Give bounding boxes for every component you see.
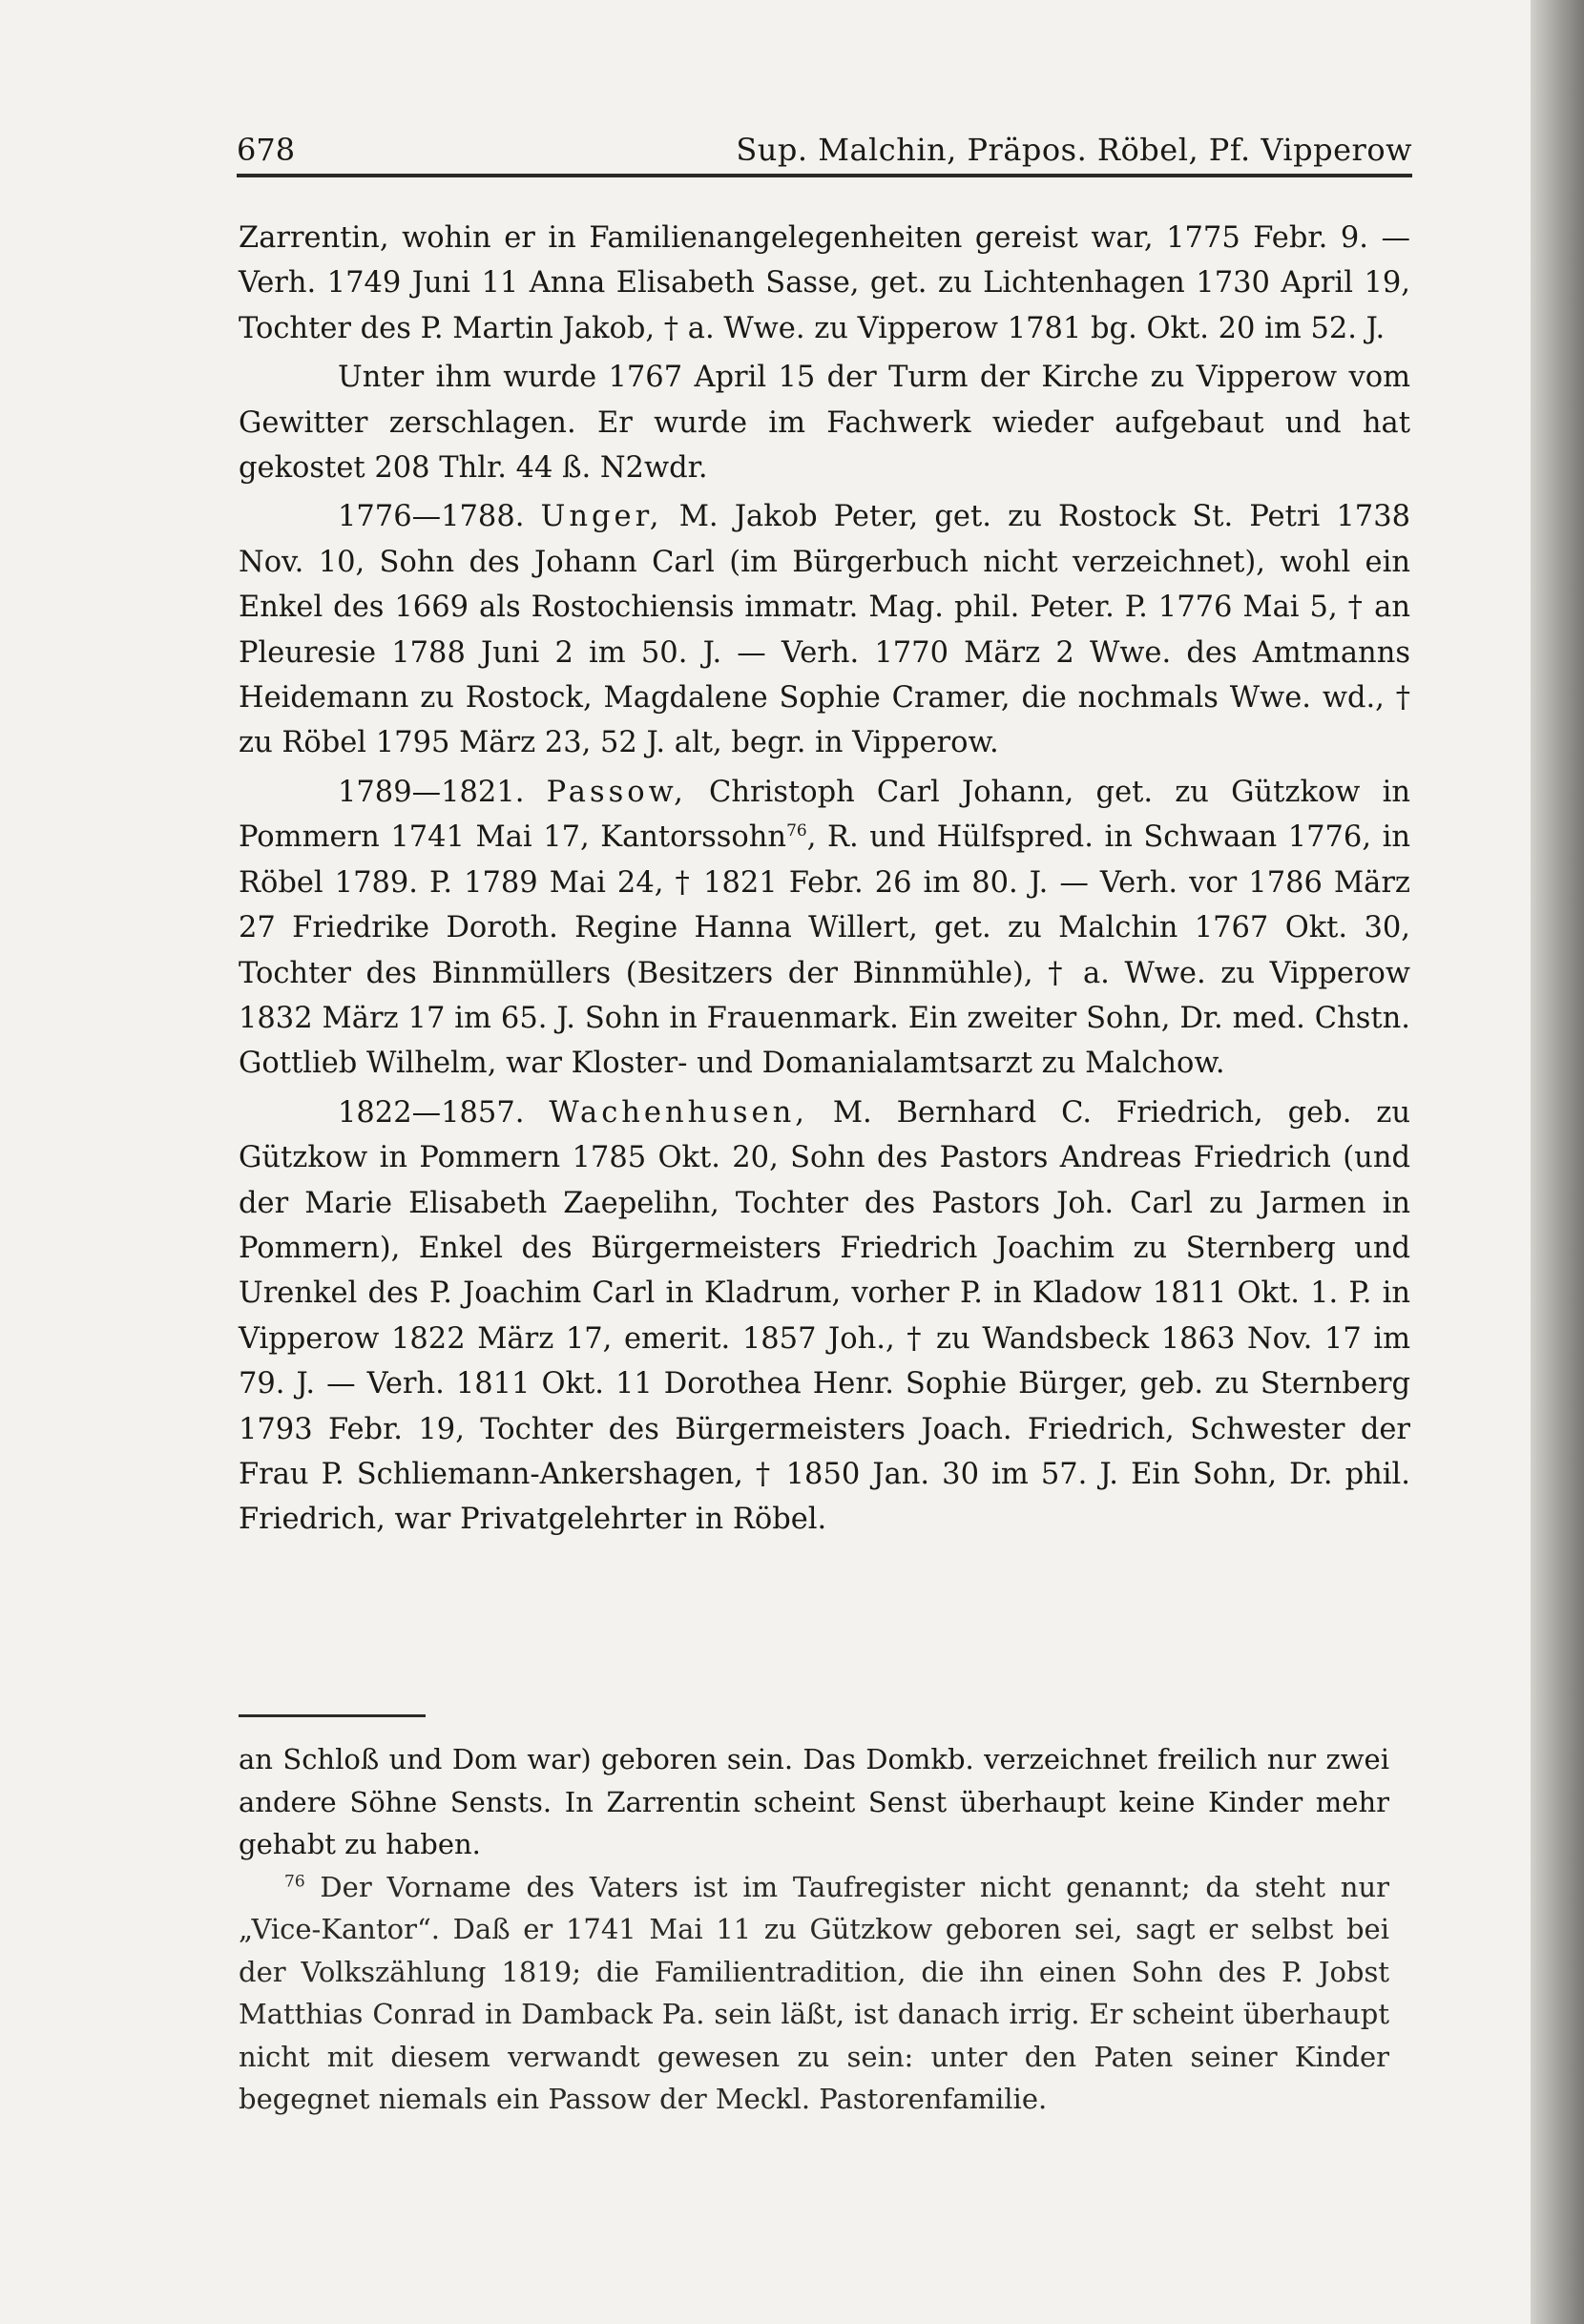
footnote-rule xyxy=(239,1714,426,1717)
paragraph-tower-note xyxy=(239,355,1410,490)
paragraph-continuation xyxy=(239,216,1410,351)
entry-unger xyxy=(239,494,1410,765)
entry-years: 1776—1788. xyxy=(338,500,525,534)
entry-text: M. Jakob Peter, get. zu Rostock St. Petri 1738 Nov. 10, Sohn des Johann Carl (im Bürgerbuch nicht verzeichnet), wohl ein Enkel des 1669 als Rostochiensis immatr. Mag. phil. Peter. P. 1776 Mai 5, † an Pleuresie 1788 Juni 2 im 50. J. — Verh. 1770 März 2 Wwe. des Amtmanns Heidemann zu Rostock, Magdalene Sophie Cramer, die nochmals Wwe. wd., † zu Röbel 1795 März 23, 52 J. alt, begr. in Vipperow. xyxy=(239,500,1411,760)
running-title: Sup. Malchin, Präpos. Röbel, Pf. Vipperow xyxy=(736,132,1412,168)
entry-name: Wachenhusen, xyxy=(549,1095,808,1130)
entry-years: 1822—1857. xyxy=(338,1095,525,1130)
footnote-number: 76 xyxy=(284,1871,305,1891)
footnotes xyxy=(239,1738,1389,2121)
entry-passow xyxy=(239,770,1410,1087)
entry-years: 1789—1821. xyxy=(338,775,525,809)
footnote-text: an Schloß und Dom war) geboren sein. Das Domkb. verzeichnet freilich nur zwei andere Söhne Sensts. In Zarrentin scheint Senst überhaupt keine Kinder mehr gehabt zu haben. xyxy=(239,1743,1389,1860)
page-edge-shadow xyxy=(1531,0,1584,2324)
footnote-76 xyxy=(239,1866,1389,2121)
page-number: 678 xyxy=(237,132,296,168)
footnote-continuation xyxy=(239,1738,1389,1866)
paragraph-text: Unter ihm wurde 1767 April 15 der Turm der Kirche zu Vipperow vom Gewitter zerschlagen. Er wurde im Fachwerk wieder aufgebaut und hat gekostet 208 Thlr. 44 ß. N2wdr. xyxy=(239,361,1410,486)
entry-text: , R. und Hülfspred. in Schwaan 1776, in Röbel 1789. P. 1789 Mai 24, † 1821 Febr. 26 im 80. J. — Verh. vor 1786 März 27 Friedrike Doroth. Regine Hanna Willert, get. zu Malchin 1767 Okt. 30, Tochter des Binnmüllers (Besitzers der Binnmühle), † a. Wwe. zu Vipperow 1832 März 17 im 65. J. Sohn in Frauenmark. Ein zweiter Sohn, Dr. med. Chstn. Gottlieb Wilhelm, war Kloster- und Domanialamtsarzt zu Malchow. xyxy=(239,820,1410,1081)
footnote-reference[interactable]: 76 xyxy=(786,821,807,841)
entry-name: Passow, xyxy=(546,775,687,809)
footnote-text: Der Vorname des Vaters ist im Taufregister nicht genannt; da steht nur „Vice-Kantor“. Daß er 1741 Mai 11 zu Gützkow geboren sei, sagt er selbst bei der Volkszählung 1819; die Familientradition, die ihn einen Sohn des P. Jobst Matthias Conrad in Damback Pa. sein läßt, ist danach irrig. Er scheint überhaupt nicht mit diesem verwandt gewesen zu sein: unter den Paten seiner Kinder begegnet niemals ein Passow der Meckl. Pastorenfamilie. xyxy=(239,1870,1390,2115)
entry-text: M. Bernhard C. Friedrich, geb. zu Gützkow in Pommern 1785 Okt. 20, Sohn des Pastors Andreas Friedrich (und der Marie Elisabeth Zaepelihn, Tochter des Pastors Joh. Carl zu Jarmen in Pommern), Enkel des Bürgermeisters Friedrich Joachim zu Sternberg und Urenkel des P. Joachim Carl in Kladrum, vorher P. in Kladow 1811 Okt. 1. P. in Vipperow 1822 März 17, emerit. 1857 Joh., † zu Wandsbeck 1863 Nov. 17 im 79. J. — Verh. 1811 Okt. 11 Dorothea Henr. Sophie Bürger, geb. zu Sternberg 1793 Febr. 19, Tochter des Bürgermeisters Joach. Friedrich, Schwester der Frau P. Schliemann-Ankershagen, † 1850 Jan. 30 im 57. J. Ein Sohn, Dr. phil. Friedrich, war Privatgelehrter in Röbel. xyxy=(239,1095,1410,1537)
entry-text: Christoph Carl Johann, get. zu Gützkow in Pommern 1741 Mai 17, Kantorssohn xyxy=(239,775,1410,855)
entry-name: Unger, xyxy=(540,500,663,534)
paragraph-text: Zarrentin, wohin er in Familienangelegenheiten gereist war, 1775 Febr. 9. — Verh. 1749 Juni 11 Anna Elisabeth Sasse, get. zu Lichtenhagen 1730 April 19, Tochter des P. Martin Jakob, † a. Wwe. zu Vipperow 1781 bg. Okt. 20 im 52. J. xyxy=(239,221,1410,345)
entry-wachenhusen xyxy=(239,1090,1410,1543)
main-text xyxy=(239,216,1410,1546)
header-rule xyxy=(237,174,1412,177)
